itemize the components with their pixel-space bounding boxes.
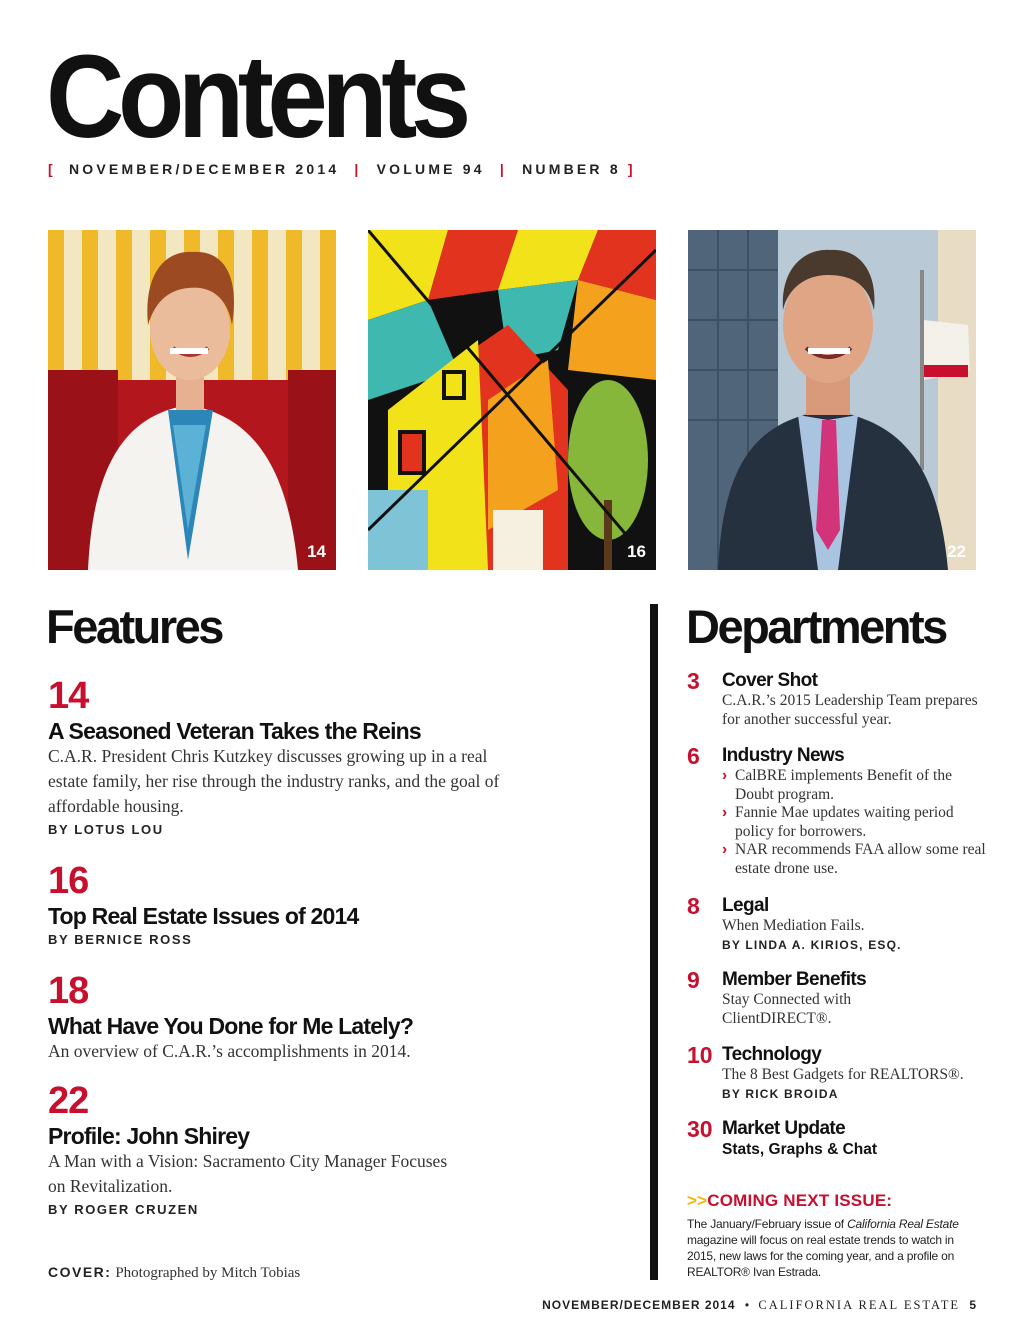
feature-byline: BY LOTUS LOU (48, 822, 164, 838)
news-bullet: › NAR recommends FAA allow some real estate drone use. (722, 841, 986, 877)
cover-credit (48, 1264, 300, 1282)
feature-description: A Man with a Vision: Sacramento City Manager Focuses on Revitalization. (48, 1151, 448, 1197)
department-item[interactable] (687, 895, 987, 952)
feature-title[interactable]: Top Real Estate Issues of 2014 (48, 903, 359, 929)
feature-page-number: 18 (48, 970, 89, 1012)
department-page-number: 3 (687, 668, 700, 694)
footer-page-number: 5 (969, 1298, 976, 1312)
photo-page-number: 22 (947, 542, 966, 561)
feature-byline: BY ROGER CRUZEN (48, 1202, 199, 1218)
feature-page-number: 22 (48, 1080, 89, 1122)
footer-magazine: CALIFORNIA REAL ESTATE (758, 1298, 960, 1312)
feature-item[interactable] (48, 972, 518, 1064)
department-page-number: 6 (687, 743, 700, 769)
cover-label: COVER: (48, 1264, 112, 1280)
feature-title[interactable]: A Seasoned Veteran Takes the Reins (48, 718, 421, 744)
department-page-number: 30 (687, 1116, 713, 1142)
photo-page-number: 16 (627, 542, 646, 561)
feature-title[interactable]: What Have You Done for Me Lately? (48, 1013, 414, 1039)
separator: | (499, 161, 507, 177)
department-title[interactable]: Technology (722, 1044, 822, 1065)
photo-feature-14[interactable] (48, 230, 336, 570)
department-page-number: 10 (687, 1042, 713, 1068)
department-title[interactable]: Member Benefits (722, 969, 867, 990)
double-chevron-icon: >> (687, 1191, 708, 1210)
portrait-woman-image (48, 230, 336, 570)
department-description: C.A.R.’s 2015 Leadership Team prepares for another successful year. (722, 692, 978, 728)
feature-description: C.A.R. President Chris Kutzkey discusses growing up in a real estate family, her rise through the industry ranks, and the goal of affordable housing. (48, 746, 500, 817)
issue-number: NUMBER 8 (522, 161, 621, 177)
news-bullet: › CalBRE implements Benefit of the Doubt program. (722, 767, 952, 803)
page-title: Contents (46, 31, 465, 163)
column-divider (650, 604, 658, 1280)
bracket-open: [ (48, 161, 56, 177)
chevron-right-icon: › (722, 804, 728, 821)
department-page-number: 9 (687, 967, 700, 993)
department-title[interactable]: Legal (722, 895, 769, 916)
department-description: The 8 Best Gadgets for REALTORS®. (722, 1066, 964, 1083)
issue-volume: VOLUME 94 (376, 161, 485, 177)
feature-item[interactable] (48, 677, 518, 837)
house-illustration-image (368, 230, 656, 570)
chevron-right-icon: › (722, 841, 728, 858)
photo-feature-22[interactable] (688, 230, 976, 570)
feature-byline: BY BERNICE ROSS (48, 932, 193, 948)
separator: | (354, 161, 362, 177)
department-item[interactable] (687, 969, 987, 1028)
department-item[interactable] (687, 745, 987, 878)
chevron-right-icon: › (722, 767, 728, 784)
feature-title[interactable]: Profile: John Shirey (48, 1123, 250, 1149)
features-heading: Features (46, 600, 222, 653)
footer-date: NOVEMBER/DECEMBER 2014 (542, 1298, 736, 1312)
departments-heading: Departments (686, 600, 946, 653)
coming-next-heading: >>COMING NEXT ISSUE: (687, 1191, 893, 1210)
department-title[interactable]: Industry News (722, 745, 845, 766)
issue-date: NOVEMBER/DECEMBER 2014 (68, 161, 340, 177)
portrait-man-image (688, 230, 976, 570)
issue-info (48, 161, 636, 177)
department-description: Stay Connected with ClientDIRECT®. (722, 991, 852, 1027)
feature-page-number: 16 (48, 860, 89, 902)
news-bullet: › Fannie Mae updates waiting period policy for borrowers. (722, 804, 954, 840)
feature-description: An overview of C.A.R.’s accomplishments in 2014. (48, 1041, 411, 1062)
page-footer (542, 1298, 976, 1313)
department-description: When Mediation Fails. (722, 917, 865, 934)
feature-item[interactable] (48, 862, 518, 947)
department-title[interactable]: Market Update (722, 1118, 846, 1139)
photo-feature-16[interactable] (368, 230, 656, 570)
department-item[interactable] (687, 1118, 987, 1160)
department-page-number: 8 (687, 893, 700, 919)
department-title[interactable]: Cover Shot (722, 670, 818, 691)
feature-page-number: 14 (48, 675, 89, 717)
footer-bullet: • (744, 1298, 750, 1312)
department-item[interactable] (687, 670, 987, 729)
coming-next-text: The January/February issue of California Real Estate magazine will focus on real estate trends to watch in 2015, new laws for the coming year, and a profile on REALTOR® Ivan Estrada. (687, 1217, 959, 1279)
cover-photographer: Photographed by Mitch Tobias (115, 1265, 301, 1281)
bracket-close: ] (627, 161, 636, 177)
department-byline: BY RICK BROIDA (722, 1086, 839, 1101)
feature-item[interactable] (48, 1082, 448, 1217)
department-item[interactable] (687, 1044, 987, 1101)
department-byline: BY LINDA A. KIRIOS, ESQ. (722, 937, 902, 952)
department-subtitle: Stats, Graphs & Chat (722, 1141, 878, 1158)
photo-page-number: 14 (307, 542, 326, 561)
